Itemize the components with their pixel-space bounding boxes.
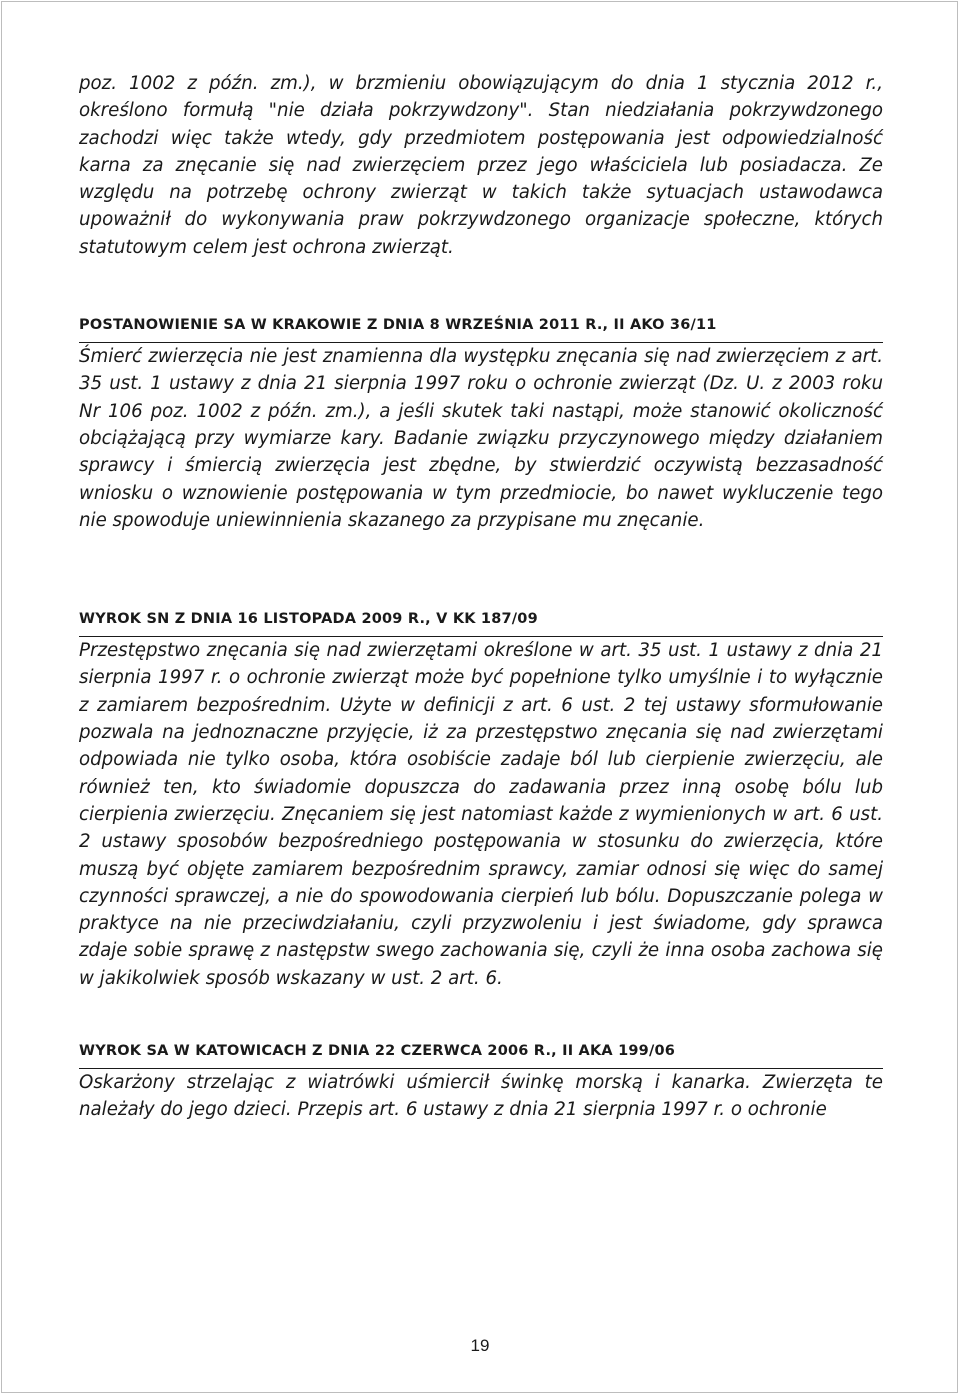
paragraph: Przestępstwo znęcania się nad zwierzętami określone w art. 35 ust. 1 ustawy z dnia 21 sierpnia 1997 r. o ochronie zwierząt może być popełnione tylko umyślnie i to wyłącznie z zamiarem bezpośrednim. Użyte w definicji z art. 6 ust. 2 tej ustawy sformułowanie pozwala na jednoznaczne przyjęcie, iż za przestępstwo znęcania się nad zwierzętami odpowiada nie tylko osoba, która osobiście zadaje ból lub cierpienie zwierzęciu, ale również ten, kto świadomie dopuszcza do zadawania przez inną osobę bólu lub cierpienia zwierzęciu. Znęcaniem się jest natomiast każde z wymienionych w art. 6 ust. 2 ustawy sposobów bezpośredniego postępowania w stosunku do zwierzęcia, które muszą być objęte zamiarem bezpośrednim sprawcy, zamiar odnosi się więc do samej czynności sprawczej, a nie do spowodowania cierpień lub bólu. Dopuszczanie polega w praktyce na nie przeciwdziałaniu, czyli przyzwoleniu i jest świadome, gdy sprawca zdaje sobie sprawę z następstw swego zachowania się, czyli że inna osoba zachowa się w jakikolwiek sposób wskazany w ust. 2 art. 6. — [79, 640, 883, 989]
section-heading: WYROK SN Z DNIA 16 LISTOPADA 2009 R., V KK 187/09 — [79, 611, 883, 637]
section-heading: WYROK SA W KATOWICACH Z DNIA 22 CZERWCA 2006 R., II AKA 199/06 — [79, 1043, 883, 1069]
page-number: 19 — [470, 1336, 490, 1355]
paragraph: poz. 1002 z późn. zm.), w brzmieniu obowiązującym do dnia 1 stycznia 2012 r., określono formułą "nie działa pokrzywdzony". Stan niedziałania pokrzywdzonego zachodzi więc także wtedy, gdy przedmiotem postępowania jest odpowiedzialność karna za znęcanie się nad zwierzęciem przez jego właściciela lub posiadacza. Ze względu na potrzebę ochrony zwierząt w takich także sytuacjach ustawodawca upoważnił do wykonywania praw pokrzywdzonego organizacje społeczne, których statutowym celem jest ochrona zwierząt. — [79, 73, 883, 258]
paragraph: Śmierć zwierzęcia nie jest znamienna dla występku znęcania się nad zwierzęciem z art. 35 ust. 1 ustawy z dnia 21 sierpnia 1997 roku o ochronie zwierząt (Dz. U. z 2003 roku Nr 106 poz. 1002 z późn. zm.), a jeśli skutek taki nastąpi, może stanowić okoliczność obciążającą przy wymiarze kary. Badanie związku przyczynowego między działaniem sprawcy i śmiercią zwierzęcia jest zbędne, by stwierdzić oczywistą bezzasadność wniosku o wznowienie postępowania w tym przedmiocie, bo nawet wykluczenie tego nie spowoduje uniewinnienia skazanego za przypisane mu znęcanie. — [79, 346, 883, 531]
document-body — [79, 70, 883, 1124]
section-heading: POSTANOWIENIE SA W KRAKOWIE Z DNIA 8 WRZEŚNIA 2011 R., II AKO 36/11 — [79, 317, 883, 343]
paragraph: Oskarżony strzelając z wiatrówki uśmiercił świnkę morską i kanarka. Zwierzęta te należały do jego dzieci. Przepis art. 6 ustawy z dnia 21 sierpnia 1997 r. o ochronie — [79, 1072, 883, 1121]
